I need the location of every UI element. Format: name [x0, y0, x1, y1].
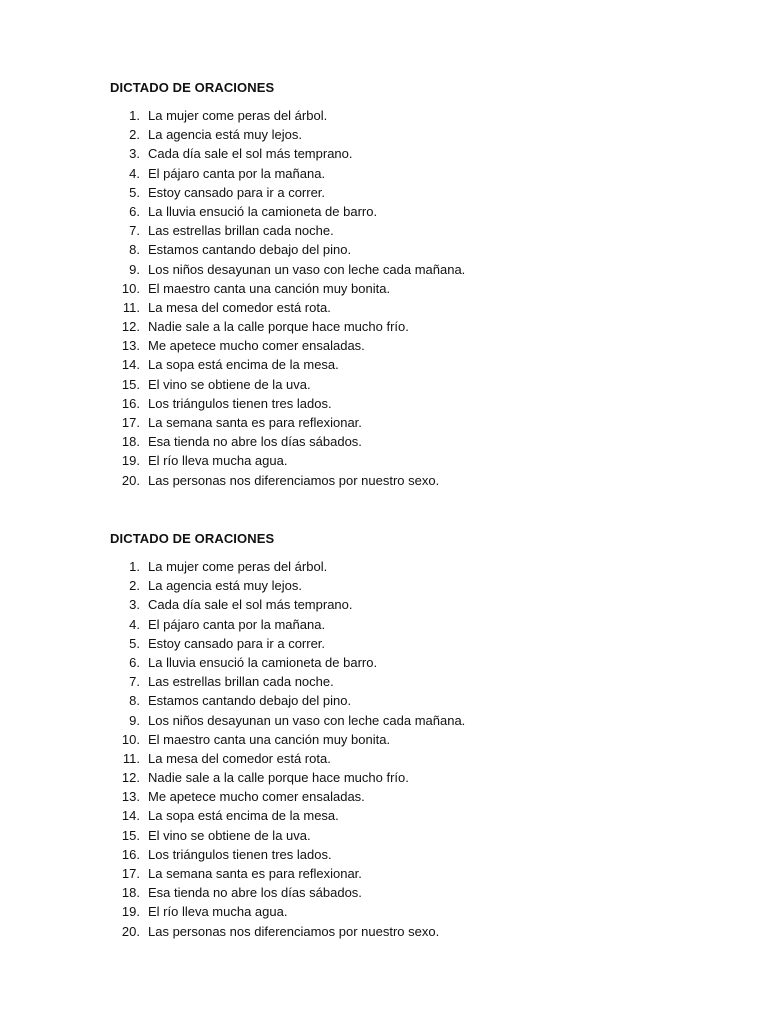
item-number: 1.: [129, 559, 140, 574]
list-item: [110, 864, 670, 883]
item-number: 10.: [121, 731, 140, 747]
item-sentence: Las personas nos diferenciamos por nuestro sexo.: [148, 472, 440, 488]
list-item: [110, 164, 670, 183]
item-sentence: Las estrellas brillan cada noche.: [148, 223, 334, 239]
item-number: 9.: [129, 261, 140, 277]
item-sentence: El río lleva mucha agua.: [148, 453, 288, 469]
list-item: [110, 202, 670, 221]
item-number: 20.: [121, 923, 140, 939]
item-sentence: La mujer come peras del árbol.: [148, 559, 328, 574]
item-sentence: La mesa del comedor está rota.: [148, 299, 331, 315]
list-item: [110, 260, 670, 279]
item-sentence: Nadie sale a la calle porque hace mucho frío.: [148, 770, 409, 786]
list-item: [110, 240, 670, 259]
item-number: 11.: [122, 299, 140, 315]
item-sentence: Esa tienda no abre los días sábados.: [148, 885, 362, 901]
item-number: 14.: [121, 808, 140, 824]
item-number: 7.: [129, 223, 140, 239]
list-item: [110, 845, 670, 864]
item-sentence: La mesa del comedor está rota.: [148, 750, 331, 766]
item-sentence: Estoy cansado para ir a correr.: [148, 635, 326, 651]
list-item: [110, 413, 670, 432]
list-item: [110, 749, 670, 768]
item-number: 3.: [129, 597, 140, 613]
list-item: [110, 298, 670, 317]
item-sentence: El vino se obtiene de la uva.: [148, 376, 311, 392]
dictation-section-2: [110, 530, 670, 941]
item-sentence: Me apetece mucho comer ensaladas.: [148, 789, 365, 805]
item-sentence: Estamos cantando debajo del pino.: [148, 242, 352, 258]
item-number: 2.: [129, 578, 140, 594]
item-number: 1.: [129, 108, 140, 123]
sentence-list: [110, 557, 670, 941]
list-item: [110, 432, 670, 451]
item-sentence: Nadie sale a la calle porque hace mucho frío.: [148, 319, 409, 335]
item-sentence: La semana santa es para reflexionar.: [148, 866, 362, 881]
list-item: [110, 336, 670, 355]
item-number: 9.: [129, 712, 140, 728]
list-item: [110, 730, 670, 749]
section-heading: DICTADO DE ORACIONES: [110, 80, 275, 95]
item-number: 20.: [121, 472, 140, 488]
list-item: [110, 691, 670, 710]
list-item: [110, 557, 670, 576]
item-number: 13.: [121, 338, 140, 354]
item-number: 10.: [121, 280, 140, 296]
list-item: [110, 595, 670, 614]
item-sentence: La semana santa es para reflexionar.: [148, 415, 362, 430]
item-sentence: El río lleva mucha agua.: [148, 904, 288, 920]
item-sentence: La lluvia ensució la camioneta de barro.: [148, 654, 378, 670]
item-number: 8.: [129, 693, 140, 709]
list-item: [110, 653, 670, 672]
list-item: [110, 768, 670, 787]
dictation-section-1: [110, 79, 670, 490]
item-number: 16.: [121, 846, 140, 862]
list-item: [110, 221, 670, 240]
item-number: 19.: [121, 904, 140, 920]
item-number: 6.: [129, 654, 140, 670]
item-number: 15.: [121, 827, 140, 843]
item-sentence: Cada día sale el sol más temprano.: [148, 597, 353, 613]
list-item: [110, 615, 670, 634]
list-item: [110, 106, 670, 125]
item-number: 4.: [129, 616, 140, 632]
list-item: [110, 355, 670, 374]
item-sentence: Los niños desayunan un vaso con leche cada mañana.: [148, 261, 466, 277]
item-sentence: Los niños desayunan un vaso con leche cada mañana.: [148, 712, 466, 728]
list-item: [110, 125, 670, 144]
list-item: [110, 279, 670, 298]
item-number: 5.: [129, 635, 140, 651]
list-item: [110, 711, 670, 730]
item-number: 19.: [121, 453, 140, 469]
item-number: 16.: [121, 395, 140, 411]
item-sentence: Las personas nos diferenciamos por nuestro sexo.: [148, 923, 440, 939]
item-number: 8.: [129, 242, 140, 258]
item-sentence: Las estrellas brillan cada noche.: [148, 674, 334, 690]
item-number: 7.: [129, 674, 140, 690]
item-sentence: El maestro canta una canción muy bonita.: [148, 731, 391, 747]
list-item: [110, 806, 670, 825]
item-number: 3.: [129, 146, 140, 162]
item-number: 2.: [129, 127, 140, 143]
sentence-list: [110, 106, 670, 490]
item-number: 17.: [121, 415, 140, 430]
list-item: [110, 672, 670, 691]
item-sentence: El maestro canta una canción muy bonita.: [148, 280, 391, 296]
item-number: 17.: [121, 866, 140, 881]
item-sentence: La agencia está muy lejos.: [148, 127, 302, 143]
list-item: [110, 375, 670, 394]
list-item: [110, 394, 670, 413]
item-sentence: La sopa está encima de la mesa.: [148, 357, 339, 373]
item-sentence: El pájaro canta por la mañana.: [148, 616, 326, 632]
item-number: 12.: [121, 770, 140, 786]
item-sentence: El vino se obtiene de la uva.: [148, 827, 311, 843]
item-number: 18.: [121, 434, 140, 450]
item-sentence: Los triángulos tienen tres lados.: [148, 395, 332, 411]
item-number: 14.: [121, 357, 140, 373]
item-sentence: Los triángulos tienen tres lados.: [148, 846, 332, 862]
item-sentence: Me apetece mucho comer ensaladas.: [148, 338, 365, 354]
item-number: 15.: [121, 376, 140, 392]
item-sentence: La agencia está muy lejos.: [148, 578, 302, 594]
item-number: 11.: [122, 750, 140, 766]
item-sentence: Cada día sale el sol más temprano.: [148, 146, 353, 162]
item-sentence: La lluvia ensució la camioneta de barro.: [148, 203, 378, 219]
item-sentence: Estamos cantando debajo del pino.: [148, 693, 352, 709]
list-item: [110, 144, 670, 163]
item-number: 18.: [121, 885, 140, 901]
list-item: [110, 922, 670, 941]
item-number: 5.: [129, 184, 140, 200]
list-item: [110, 451, 670, 470]
section-heading: DICTADO DE ORACIONES: [110, 531, 275, 546]
item-number: 13.: [121, 789, 140, 805]
list-item: [110, 183, 670, 202]
list-item: [110, 634, 670, 653]
list-item: [110, 902, 670, 921]
list-item: [110, 576, 670, 595]
item-sentence: La mujer come peras del árbol.: [148, 108, 328, 123]
item-sentence: La sopa está encima de la mesa.: [148, 808, 339, 824]
list-item: [110, 883, 670, 902]
item-sentence: Esa tienda no abre los días sábados.: [148, 434, 362, 450]
item-number: 4.: [129, 165, 140, 181]
item-number: 6.: [129, 203, 140, 219]
list-item: [110, 471, 670, 490]
list-item: [110, 787, 670, 806]
item-number: 12.: [121, 319, 140, 335]
item-sentence: Estoy cansado para ir a correr.: [148, 184, 326, 200]
list-item: [110, 826, 670, 845]
item-sentence: El pájaro canta por la mañana.: [148, 165, 326, 181]
list-item: [110, 317, 670, 336]
